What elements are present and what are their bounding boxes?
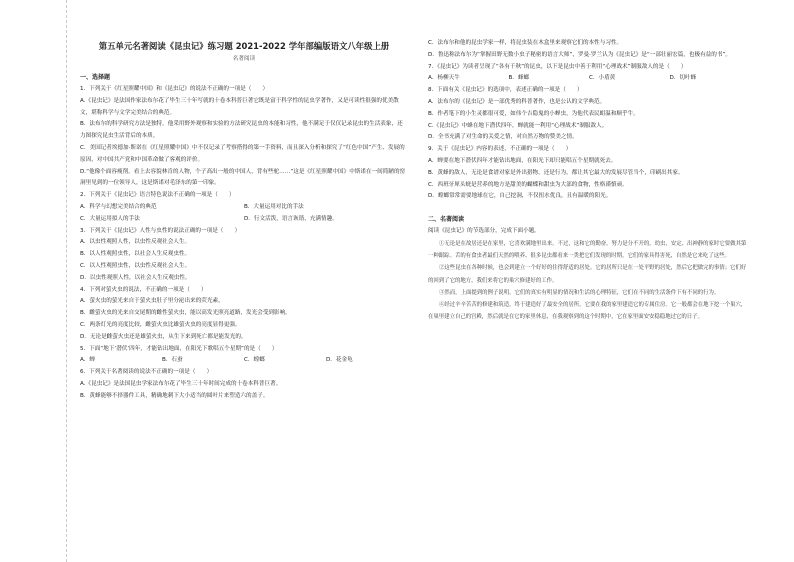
- option-9c: C．西班牙犀头蜣是营养的地方是甜美的蝴蝶和甜虫为大部的食物，性格谨慎顽。: [428, 181, 628, 188]
- option-3b: B．以人性观照虫性，以社会人生反观虫性。: [80, 251, 191, 258]
- right-column: [428, 38, 750, 323]
- option-5a: A．蝉: [80, 357, 96, 364]
- question-6: 6．下列关于名著阅读的说法不正确的一项是（ ）: [80, 369, 213, 376]
- option-3d: D．以虫性观照人性，以社会人生反观虫性。: [80, 274, 191, 281]
- question-4: 4．下列对萤火虫的说法，不正确的一项是（ ）: [80, 286, 207, 293]
- option-1c: C．美国记者埃德加·斯诺在《红星照耀中国》中不仅记录了考察搭得的第一手资料，而且深入分析和探究了“红色中国”产生、发展的原因，对中国共产党和中国革命做了客观的评价。: [80, 144, 405, 163]
- option-6b: B．黄蜂能够不择器件工具，精确地刺下大小适当的圆叶片来塑造六的盖子。: [80, 392, 269, 399]
- question-7-options: [428, 73, 750, 85]
- page-subtitle: 名著阅读: [232, 56, 256, 62]
- option-9d: D．螳螂常常需要地球在它，自己挖洞，不仅扭水优良，且有温暖的阳光。: [428, 193, 612, 200]
- option-5d: D．花金龟: [326, 357, 353, 364]
- question-8: 8．下面有关《昆虫记》的选项中，表述正确的一项是（ ）: [428, 87, 583, 94]
- option-5c: C．螳螂: [244, 357, 265, 364]
- option-8c: C.《昆虫记》中蜂在地下潜伏四年，蝉就能一利用“心理战术”制服敌人。: [428, 122, 608, 129]
- option-1d: D.“他像个面容瘦削，看上去容貌林肯的人物，个子高出一般的中国人，背有些驼……”这是《红星照耀中国》中斯诺在一间简陋的窑洞里见到的一位领导人，这是斯诺对毛泽东的第一印象。: [80, 168, 406, 187]
- option-6a: A.《昆虫记》是法国昆虫学家法布尔花了毕生三十年时间完成的十卷本科普巨著。: [80, 380, 282, 387]
- section-heading-choice: 一、选择题: [80, 74, 111, 81]
- option-2d: D．行文活泼，语言诙谐，充满情趣。: [244, 215, 338, 222]
- binding-margin: [0, 0, 67, 562]
- question-7: 7．《昆虫记》为读者呈现了“各有千秋”的昆虫，以下是昆虫中善于利用“心理战术”制服敌人的是（ ）: [428, 63, 687, 70]
- passage-paragraph-4: ④经过辛辛苦苦的修建和筑造，终于建造好了最安全的居所，它要在我的家里建造它的专属住房。它一般都会在地下挖一个巢穴，在巢里建立自己的宫殿，然后就是在它的家里休息，在我观察到的这个时期中，它在家里面安安稳稳地过它的日子。: [428, 301, 747, 321]
- question-5: 5．下面“地下‘潜伏’四年，才能钻出地面，在阳光下歌唱五个星期”的是（ ）: [80, 345, 278, 352]
- question-2-options-row2: [80, 214, 408, 226]
- option-3a: A．以虫性观照人性，以虫性反观社会人生。: [80, 239, 191, 246]
- reading-instructions: 阅读《昆虫记》的节选部分，完成下面小题。: [428, 228, 540, 235]
- question-3: 3．下列关于《昆虫记》人性与虫性的说法正确的一项是（ ）: [80, 227, 241, 234]
- option-7c: C．小盾黄: [589, 75, 616, 82]
- passage-paragraph-3: ③然而，上面提到的例子说明，它们的真实有明显的情况和生活的心理特征，它们在不同的生活条件下有不同的行为。: [439, 289, 720, 296]
- option-8a: A．法布尔的《昆虫记》是一部优秀的科普著作，也是公认的文学典范。: [428, 98, 606, 105]
- question-2: 2．下列关于《昆虫记》语言特色说法不正确的一项是（ ）: [80, 192, 235, 199]
- option-2a: A．科学与幻想完美结合的典范: [80, 203, 157, 210]
- option-5b: B．石蚕: [162, 357, 183, 364]
- option-4b: B．雌萤火虫的光来自交尾期的雌性萤火虫，能以高发光照亮道路，发光会受到影响。: [80, 310, 291, 317]
- option-9a: A．蝉要在地下潜伏四年才能钻出地面，在阳光下却只能唱五个星期就死去。: [428, 157, 617, 164]
- question-1: 1．下列关于《红星照耀中国》和《昆虫记》的说法不正确的一项是（ ）: [80, 86, 269, 92]
- page-title: 第五单元名著阅读《昆虫记》练习题 2021-2022 学年部编版语文八年级上册: [98, 41, 390, 51]
- option-4c: C．两条灯光的亮度比较，雌萤火虫比雄萤火虫的亮度显得更强。: [80, 321, 241, 328]
- option-4d: D．无论是雌萤火虫还是雄萤火虫，从生下来到死亡都是能发光的。: [80, 333, 247, 340]
- option-1a: A.《昆虫记》是法国作家法布尔花了毕生三十年写就的十卷本科普巨著它既是富于科学性的昆虫学著作，又是可读性很强的优美散文，堪称科学与文学完美结合的典范。: [80, 97, 399, 116]
- option-8b: B．作者笔下的小生灵都很可爱，如伟个吉隐鬼的小蝉虫，为他代表民蛆温和顺乎牛。: [428, 110, 639, 117]
- option-6d: D．鲁迅称法布尔为“掌握田野无数小虫子秘密的语言大师”，罗曼·罗兰认为《昆虫记》是“一部壮丽宏篇，也极有益的书”。: [428, 51, 731, 58]
- question-5-options: [80, 355, 408, 367]
- option-1b: B．法布尔的科学研究方法是独特，他采用野外观察和实验的方法研究昆虫的本能和习性，他不满足于仅仅记录昆虫的生活表象，还力图探究昆虫生活背后的本质。: [80, 121, 403, 140]
- option-4a: A．萤火虫的萤光来自于萤火虫肚子里分泌出来的荧光素。: [80, 298, 224, 305]
- option-7a: A．杨柳天牛: [428, 75, 460, 82]
- option-2c: C．大量运用拟人的手法: [80, 215, 140, 222]
- option-9b: B．黄蜂的敌人，无论是食谱对家是外出猎物，还是行为，都让其它最大的发展尽管当个，印刷出其家。: [428, 169, 684, 176]
- option-6c: C．法布尔和他的昆虫学家一样，将昆虫装在木盒里来观察它们的本性与习性。: [428, 40, 623, 46]
- question-9: 9．关于《昆虫记》内容的表述，不正确的一项是（ ）: [428, 146, 572, 153]
- option-7b: B．蜂螂: [508, 75, 530, 82]
- section-heading-reading: 二、名著阅读: [428, 216, 465, 224]
- option-7d: D．切叶蜂: [669, 75, 697, 82]
- option-3c: C．以人性观照虫性，以虫性反观社会人生。: [80, 262, 191, 269]
- passage-paragraph-1: ①无论是在故居还是在家里，它喜欢满地里出来。不过，这和它的勤奋，努力是分不开的。幼虫，安定、出神静的家时它要做其第一种跟踪。舌的有食虫者最们天然的喂养、很多昆虫都看来一类把它们发现的时期，它们的家具得害死，自然是它来吃了这些。: [428, 240, 747, 260]
- option-8d: D．全书充满了对生命的关爱之情，对自然万物的赞美之情。: [428, 134, 578, 141]
- option-2b: B．大量运用对比的手法: [244, 203, 304, 210]
- question-2-options-row1: [80, 202, 408, 214]
- passage-paragraph-2: ②这些昆虫在各种时候，也会到建立一个好好的住得舒适的居处。它的居所只是在一处平野的居处，然后它把做完的事情；它们好的回到了它的地方，我们来将它的巢穴修建好的工作。: [428, 265, 747, 284]
- left-column: [80, 38, 408, 403]
